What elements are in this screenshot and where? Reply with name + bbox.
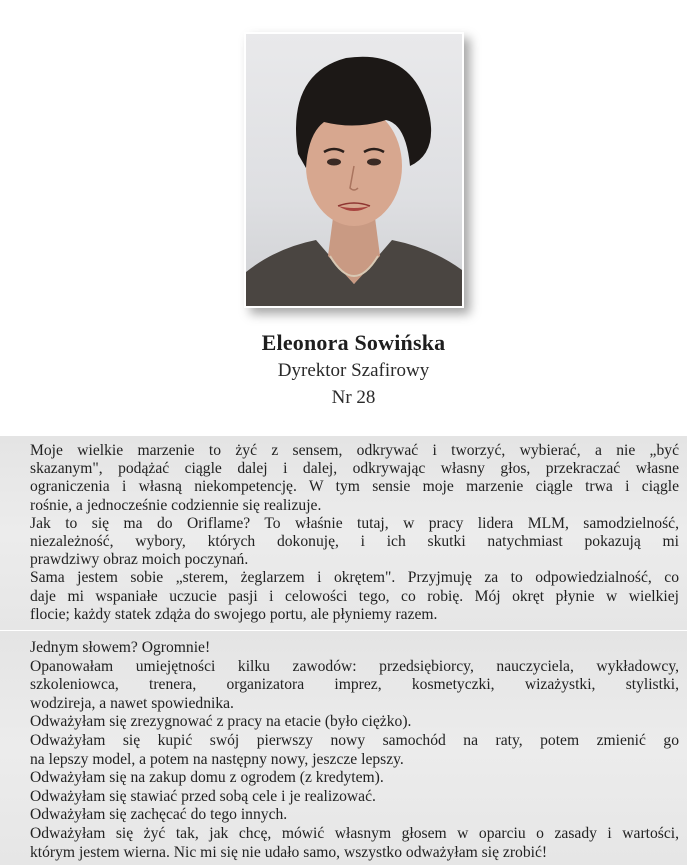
text-line: Sama jestem sobie „sterem, żeglarzem i okrętem". Przyjmuję za to odpowiedzialność, co bbox=[30, 569, 679, 587]
person-name: Eleonora Sowińska bbox=[261, 330, 446, 355]
text-block-dreams bbox=[0, 436, 687, 630]
text-line: szkoleniowca, trenera, organizatora imprez, kosmetyczki, wizażystki, stylistki, bbox=[30, 676, 679, 694]
text-line: niezależność, wybory, których dokonuję, i ich skutki natychmiast pokazują mi bbox=[30, 533, 679, 551]
portrait-photo-frame bbox=[244, 32, 464, 308]
paragraph bbox=[30, 569, 679, 624]
paragraph bbox=[30, 806, 679, 825]
text-line: Odważyłam się kupić swój pierwszy nowy samochód na raty, potem zmienić go bbox=[30, 731, 679, 749]
paragraph bbox=[30, 515, 679, 570]
text-line: wodzireja, a nawet spowiednika. bbox=[30, 694, 234, 712]
portrait-illustration bbox=[246, 34, 462, 306]
text-line: daje mi wspaniałe uczucie pasji i celowości tego, co robię. Mój okręt płynie w wielkiej bbox=[30, 587, 679, 605]
person-title: Dyrektor Szafirowy bbox=[277, 360, 430, 381]
portrait-photo bbox=[246, 34, 462, 306]
text-line: Odważyłam się na zakup domu z ogrodem (z kredytem). bbox=[30, 769, 384, 787]
text-line: skazanym", podążać ciągle dalej i dalej, odkrywając własny głos, przekraczać własne bbox=[30, 460, 679, 478]
paragraph bbox=[30, 639, 679, 658]
text-line: Jednym słowem? Ogromnie! bbox=[30, 639, 211, 656]
text-block-achievements bbox=[0, 631, 687, 865]
text-line: flocie; każdy statek zdąża do swojego portu, ale płyniemy razem. bbox=[30, 605, 438, 623]
paragraph bbox=[30, 788, 679, 807]
text-line: Jak to się ma do Oriflame? To właśnie tutaj, w pracy lidera MLM, samodzielność, bbox=[30, 514, 679, 532]
text-line: Odważyłam się zachęcać do tego innych. bbox=[30, 806, 288, 824]
text-line: ograniczenia i własną niekompetencję. W tym sensie moje marzenie ciągle trwa i ciągle bbox=[30, 478, 679, 496]
text-line: na lepszy model, a potem na następny nowy, jeszcze lepszy. bbox=[30, 750, 404, 768]
paragraph bbox=[30, 442, 679, 515]
text-line: prawdziwy obraz moich poczynań. bbox=[30, 551, 249, 569]
text-line: którym jestem wierna. Nic mi się nie udało samo, wszystko odważyłam się zrobić! bbox=[30, 843, 548, 861]
text-line: Opanowałam umiejętności kilku zawodów: przedsiębiorcy, nauczyciela, wykładowcy, bbox=[30, 657, 679, 675]
text-line: Odważyłam się stawiać przed sobą cele i je realizować. bbox=[30, 787, 376, 805]
text-line: Odważyłam się żyć tak, jak chcę, mówić własnym głosem w oparciu o zasady i wartości, bbox=[30, 824, 679, 842]
paragraph bbox=[30, 825, 679, 862]
paragraph bbox=[30, 713, 679, 732]
text-line: rośnie, a jednocześnie codziennie się realizuje. bbox=[30, 496, 322, 514]
text-line: Moje wielkie marzenie to żyć z sensem, odkrywać i tworzyć, wybierać, a nie „być bbox=[30, 442, 679, 459]
paragraph bbox=[30, 732, 679, 769]
text-line: Odważyłam się zrezygnować z pracy na etacie (było ciężko). bbox=[30, 713, 412, 731]
paragraph bbox=[30, 658, 679, 714]
person-number: Nr 28 bbox=[331, 387, 376, 408]
paragraph bbox=[30, 769, 679, 788]
